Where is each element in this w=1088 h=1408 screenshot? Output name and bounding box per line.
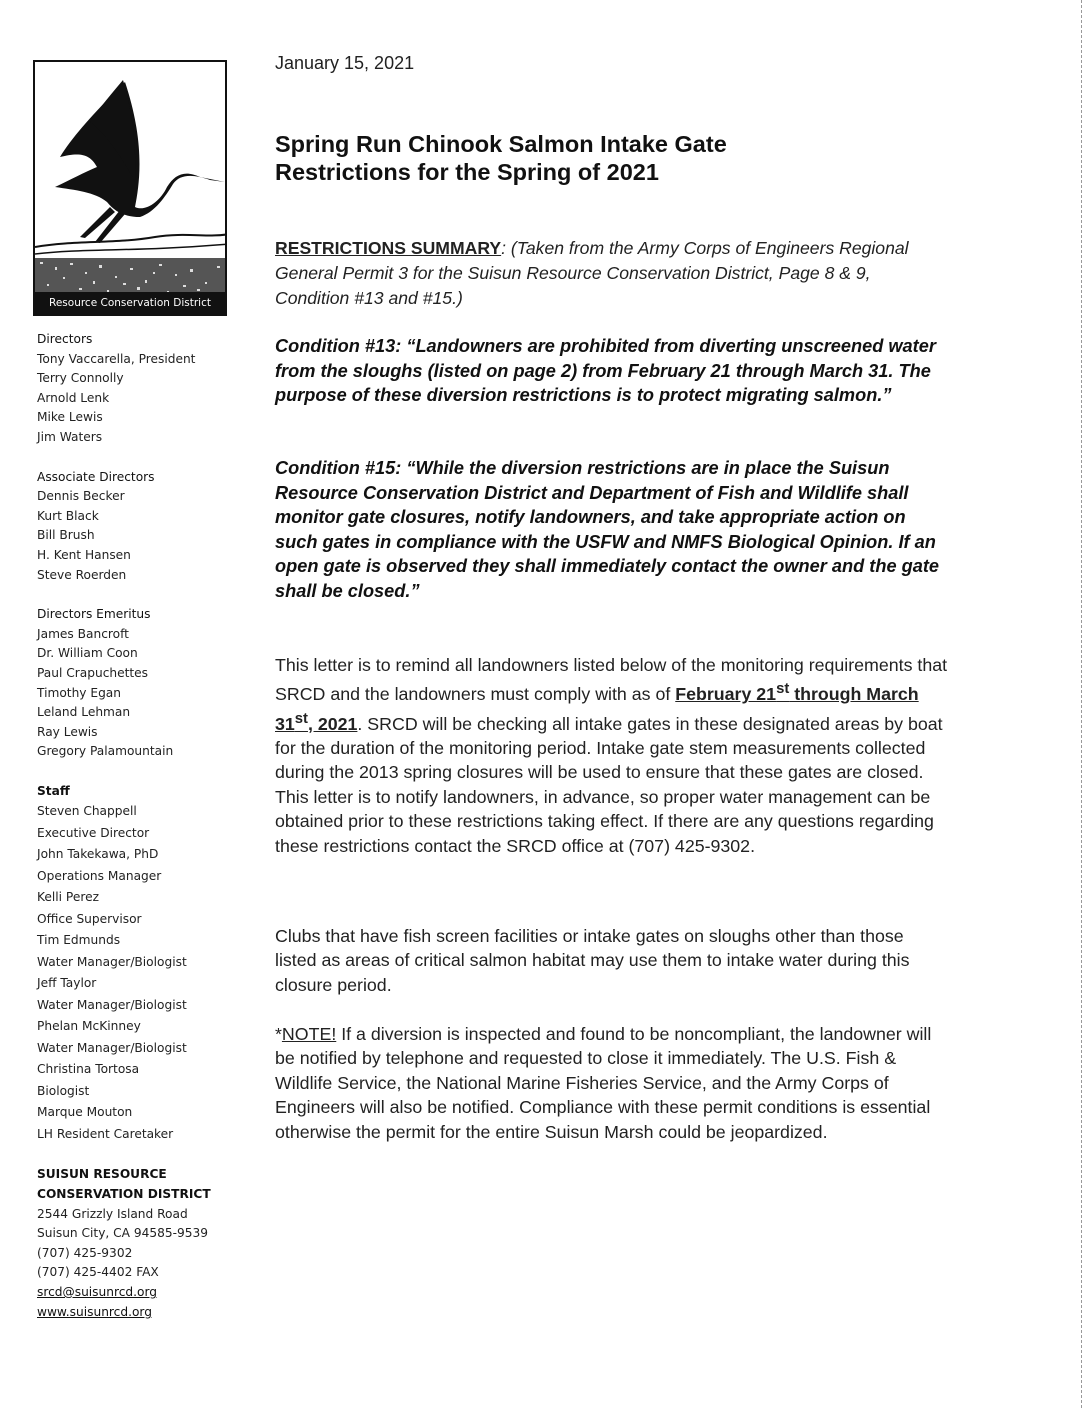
- directors-section: [37, 330, 237, 448]
- staff-role: Water Manager/Biologist: [37, 1040, 187, 1055]
- street-address: 2544 Grizzly Island Road: [37, 1206, 188, 1221]
- summary-text: : (Taken from the Army Corps of Engineers Regional General Permit 3 for the Suisun Resource Conservation District, Page 8 & 9, Condition #13 and #15.): [275, 238, 909, 308]
- district-logo: [33, 60, 227, 316]
- staff-role: Executive Director: [37, 825, 150, 840]
- emeritus-name: Ray Lewis: [37, 724, 98, 739]
- para1-intro: This letter is to remind all landowners listed below of the monitoring requirements that SRCD and the landowners must comply with as of: [275, 655, 948, 705]
- city-address: Suisun City, CA 94585-9539: [37, 1226, 209, 1241]
- title-line-1: Spring Run Chinook Salmon Intake Gate: [275, 131, 727, 157]
- letterhead-sidebar: [37, 330, 237, 1342]
- website-link[interactable]: www.suisunrcd.org: [37, 1304, 152, 1319]
- staff-role: Operations Manager: [37, 868, 162, 883]
- director-name: Jim Waters: [37, 429, 103, 444]
- director-name: Terry Connolly: [37, 371, 124, 386]
- directors-emeritus-section: [37, 605, 237, 762]
- condition-13: Condition #13: “Landowners are prohibited from diverting unscreened water from the sloughs (listed on page 2) from February 21 through March 31. The purpose of these diversion restrictions is to protect migrating salmon.”: [275, 336, 936, 406]
- note-text: If a diversion is inspected and found to be noncompliant, the landowner will be notified by telephone and requested to close it immediately. The U.S. Fish & Wildlife Service, the National Marine Fisheries Service, and the Army Corps of Engineers will also be notified. Compliance with these permit conditions is essential otherwise the permit for the entire Suisun Marsh could be jeopardized.: [275, 1024, 932, 1142]
- note-label: NOTE!: [281, 1024, 337, 1044]
- associate-director-name: Bill Brush: [37, 528, 95, 543]
- staff-name: Tim Edmunds: [37, 933, 121, 948]
- para1-rest: . SRCD will be checking all intake gates in these designated areas by boat for the duration of the monitoring period. Intake gate stem measurements collected during the 2013 spring closures will be used to ensure that these gates are closed. This letter is to notify landowners, in advance, so proper water management can be obtained prior to these restrictions taking effect. If there are any questions regarding these restrictions contact the SRCD office at (707) 425-9302.: [275, 713, 943, 856]
- associate-director-name: Steve Roerden: [37, 567, 127, 582]
- date-year: , 2021: [307, 713, 358, 734]
- condition-15: Condition #15: “While the diversion restrictions are in place the Suisun Resource Conservation District and Department of Fish and Wildlife shall monitor gate closures, notify landowners, and take appropriate action on such gates in compliance with the USFW and NMFS Biological Opinion. If an open gate is observed they shall immediately contact the owner and the gate shall be closed.”: [275, 458, 940, 601]
- heron-logo-graphic: [35, 62, 227, 316]
- staff-role: Water Manager/Biologist: [37, 997, 187, 1012]
- date-end-suffix: st: [294, 710, 308, 727]
- emeritus-name: James Bancroft: [37, 626, 129, 641]
- staff-role: Biologist: [37, 1083, 90, 1098]
- date-start-suffix: st: [776, 681, 790, 698]
- phone-number: (707) 425-9302: [37, 1245, 133, 1260]
- org-name-line1: SUISUN RESOURCE: [37, 1167, 167, 1182]
- heron-silhouette: [55, 82, 225, 217]
- associate-directors-section: [37, 468, 237, 586]
- staff-name: Kelli Perez: [37, 890, 99, 905]
- staff-name: Phelan McKinney: [37, 1019, 141, 1034]
- staff-role: Water Manager/Biologist: [37, 954, 187, 969]
- email-link[interactable]: srcd@suisunrcd.org: [37, 1285, 158, 1300]
- fax-number: (707) 425-4402 FAX: [37, 1265, 159, 1280]
- emeritus-name: Paul Crapuchettes: [37, 665, 149, 680]
- staff-role: Office Supervisor: [37, 911, 142, 926]
- associate-director-name: Dennis Becker: [37, 489, 125, 504]
- staff-name: Christina Tortosa: [37, 1062, 140, 1077]
- staff-name: Steven Chappell: [37, 804, 137, 819]
- staff-name: Marque Mouton: [37, 1105, 133, 1120]
- staff-role: LH Resident Caretaker: [37, 1126, 174, 1141]
- contact-section: [37, 1165, 237, 1322]
- letter-title: [275, 130, 727, 186]
- associate-director-name: Kurt Black: [37, 508, 99, 523]
- note-paragraph: [275, 1022, 950, 1144]
- emeritus-name: Timothy Egan: [37, 685, 122, 700]
- staff-heading: Staff: [37, 783, 70, 798]
- associate-director-name: H. Kent Hansen: [37, 547, 131, 562]
- directors-emeritus-heading: Directors Emeritus: [37, 607, 151, 622]
- staff-section: [37, 782, 237, 1146]
- summary-label: RESTRICTIONS SUMMARY: [275, 238, 502, 258]
- associate-directors-heading: Associate Directors: [37, 469, 155, 484]
- date-start: February 21: [675, 684, 777, 705]
- title-line-2: Restrictions for the Spring of 2021: [275, 159, 659, 185]
- restrictions-summary: [275, 236, 915, 311]
- emeritus-name: Gregory Palamountain: [37, 744, 174, 759]
- date-end: through March 31: [275, 684, 919, 734]
- staff-name: John Takekawa, PhD: [37, 847, 159, 862]
- emeritus-name: Dr. William Coon: [37, 646, 138, 661]
- org-name-line2: CONSERVATION DISTRICT: [37, 1187, 211, 1202]
- logo-caption: Resource Conservation District: [35, 292, 225, 314]
- director-name: Tony Vaccarella, President: [37, 351, 196, 366]
- scan-edge-line: [1080, 0, 1082, 1408]
- director-name: Arnold Lenk: [37, 390, 110, 405]
- emeritus-name: Leland Lehman: [37, 705, 131, 720]
- letter-date: January 15, 2021: [275, 53, 415, 73]
- staff-name: Jeff Taylor: [37, 976, 97, 991]
- note-asterisk: *: [275, 1024, 282, 1044]
- directors-heading: Directors: [37, 332, 93, 346]
- director-name: Mike Lewis: [37, 410, 103, 425]
- clubs-paragraph: Clubs that have fish screen facilities or intake gates on sloughs other than those listed as areas of critical salmon habitat may use them to intake water during this closure period.: [275, 926, 910, 995]
- heron-legs: [80, 207, 125, 243]
- reminder-paragraph: [275, 653, 950, 858]
